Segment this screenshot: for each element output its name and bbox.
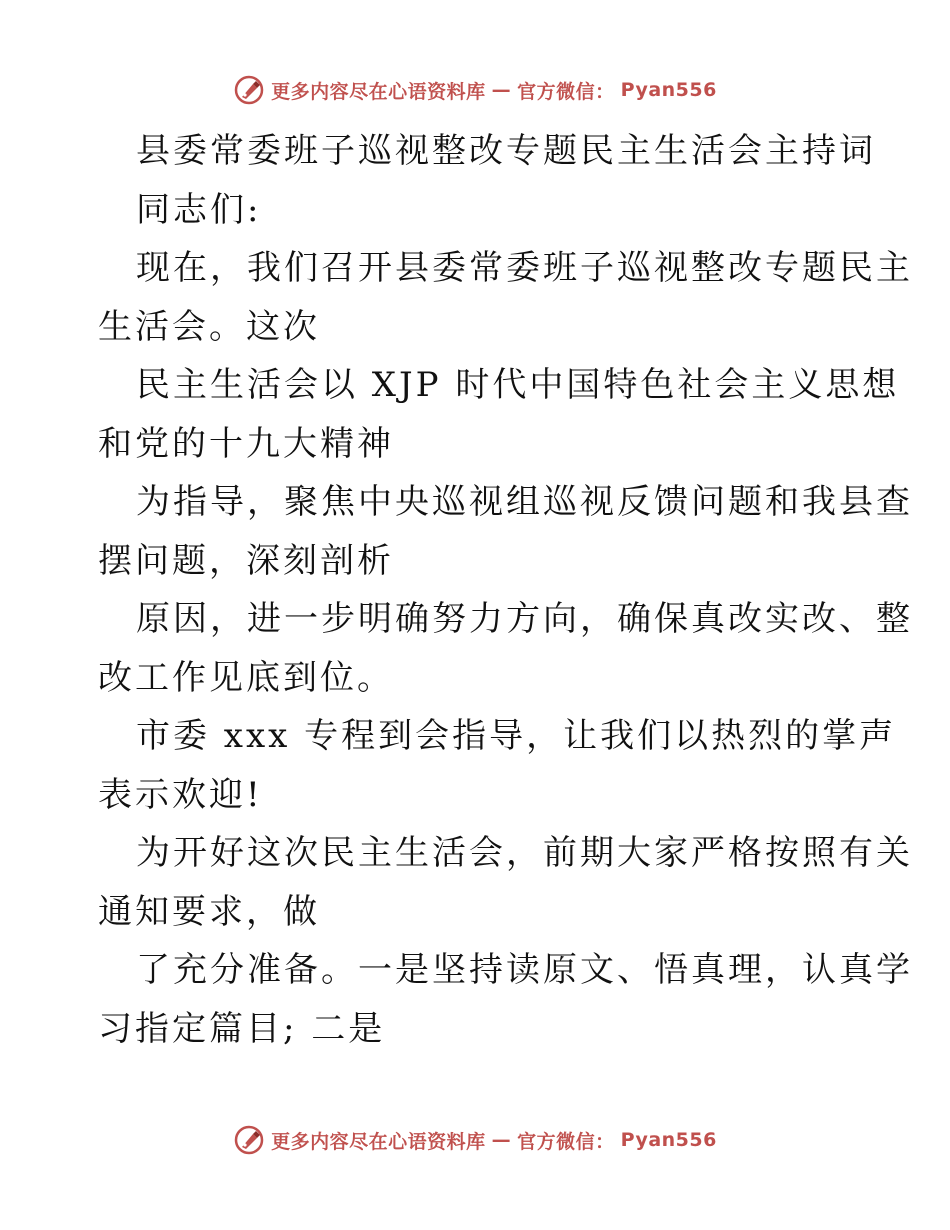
document-line: 和党的十九大精神: [98, 423, 394, 464]
document-line: 为指导，聚焦中央巡视组巡视反馈问题和我县查: [136, 482, 913, 522]
footer-wechat-id: Pyan556: [620, 1129, 717, 1151]
document-line: 现在，我们召开县委常委班子巡视整改专题民主: [136, 248, 913, 288]
header-wechat-label: 官方微信：: [517, 80, 615, 103]
document-body: [98, 122, 913, 1058]
document-line: 同志们:: [136, 189, 262, 230]
header-wechat-id: Pyan556: [620, 79, 717, 101]
document-line: 了充分准备。一是坚持读原文、悟真理，认真学: [136, 950, 913, 990]
document-line: 通知要求，做: [98, 891, 320, 932]
header-banner-inner: [233, 74, 717, 106]
pen-nib-logo-icon: [233, 74, 265, 106]
document-line: 原因，进一步明确努力方向，确保真改实改、整: [136, 599, 913, 639]
header-dash: —: [491, 79, 512, 101]
document-line: 生活会。这次: [98, 306, 320, 347]
document-line: 为开好这次民主生活会，前期大家严格按照有关: [136, 833, 913, 873]
document-line: 摆问题，深刻剖析: [98, 540, 394, 581]
footer-banner-inner: [233, 1124, 717, 1156]
footer-dash: —: [491, 1129, 512, 1151]
document-line: 民主生活会以 XJP 时代中国特色社会主义思想: [136, 365, 900, 405]
footer-wechat-label: 官方微信：: [517, 1130, 615, 1153]
document-line: 改工作见底到位。: [98, 657, 394, 698]
document-line: 表示欢迎!: [98, 774, 263, 815]
footer-brand-text: 更多内容尽在心语资料库: [271, 1130, 486, 1153]
document-line: 习指定篇目; 二是: [98, 1008, 386, 1049]
header-banner: [0, 70, 950, 110]
pen-nib-logo-icon: [233, 1124, 265, 1156]
footer-banner: [0, 1120, 950, 1160]
header-brand-text: 更多内容尽在心语资料库: [271, 80, 486, 103]
document-line: 市委 xxx 专程到会指导，让我们以热烈的掌声: [136, 716, 897, 756]
document-title: 县委常委班子巡视整改专题民主生活会主持词: [136, 131, 876, 171]
